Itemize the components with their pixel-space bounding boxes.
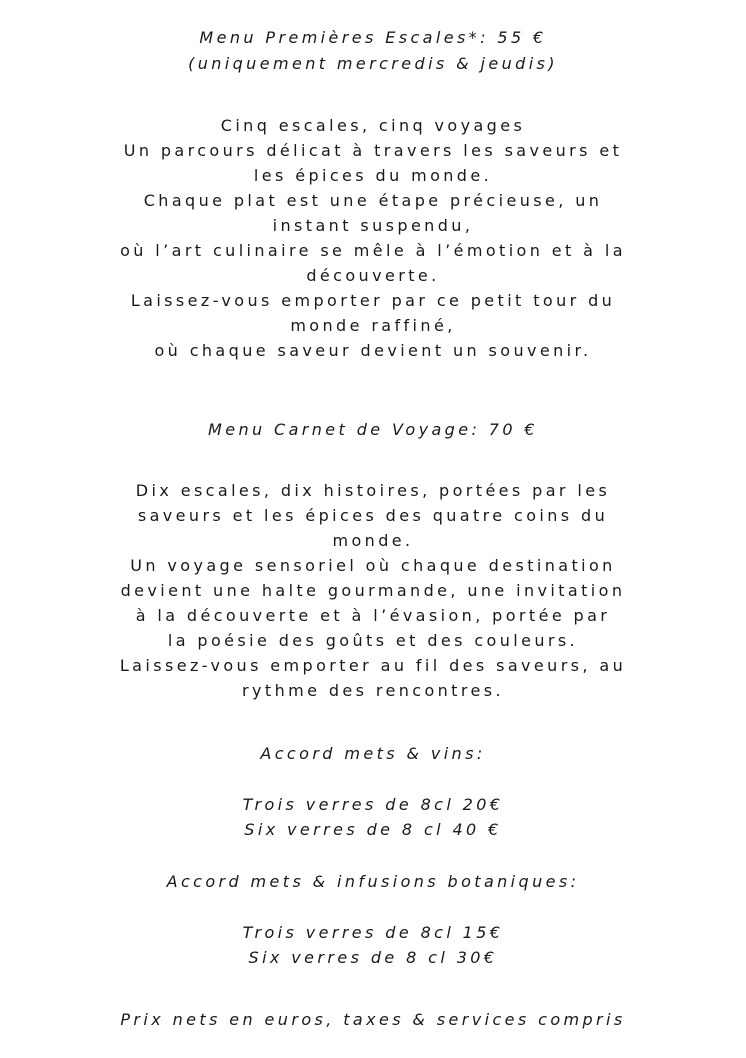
menu2-description-line: la poésie des goûts et des couleurs.: [167, 631, 579, 650]
menu2-description-line: devient une halte gourmande, une invitation: [120, 581, 626, 600]
infusion-pairing-option: Six verres de 8 cl 30€: [248, 948, 498, 967]
menu1-description-line: monde raffiné,: [290, 316, 456, 335]
menu1-description-line: Un parcours délicat à travers les saveurs et: [123, 141, 623, 160]
price-note: Prix nets en euros, taxes & services compris: [120, 1010, 626, 1029]
menu1-title: Menu Premières Escales*: 55 €: [199, 28, 547, 47]
menu2-description-line: Un voyage sensoriel où chaque destination: [130, 556, 616, 575]
wine-pairing-option: Trois verres de 8cl 20€: [242, 795, 504, 814]
menu2-description-line: à la découverte et à l’évasion, portée par: [135, 606, 611, 625]
wine-pairing-option: Six verres de 8 cl 40 €: [244, 820, 502, 839]
infusion-pairing-title: Accord mets & infusions botaniques:: [166, 872, 580, 891]
menu1-description-line: Cinq escales, cinq voyages: [220, 116, 526, 135]
infusion-pairing-option: Trois verres de 8cl 15€: [242, 923, 504, 942]
menu2-description-line: monde.: [332, 531, 414, 550]
menu1-subtitle: (uniquement mercredis & jeudis): [188, 54, 558, 73]
menu2-description-line: saveurs et les épices des quatre coins du: [137, 506, 609, 525]
menu1-description-line: Chaque plat est une étape précieuse, un: [143, 191, 603, 210]
menu2-description-line: Laissez-vous emporter au fil des saveurs, au: [119, 656, 627, 675]
menu2-description-line: rythme des rencontres.: [242, 681, 504, 700]
menu1-description-line: instant suspendu,: [272, 216, 474, 235]
menu2-title: Menu Carnet de Voyage: 70 €: [208, 420, 538, 439]
menu1-description-line: les épices du monde.: [253, 166, 493, 185]
menu1-description-line: où chaque saveur devient un souvenir.: [154, 341, 592, 360]
menu1-description-line: où l’art culinaire se mêle à l’émotion et à la: [120, 241, 626, 260]
menu1-description-line: Laissez-vous emporter par ce petit tour du: [130, 291, 616, 310]
wine-pairing-title: Accord mets & vins:: [260, 744, 486, 763]
menu2-description-line: Dix escales, dix histoires, portées par les: [135, 481, 611, 500]
menu1-description-line: découverte.: [306, 266, 440, 285]
